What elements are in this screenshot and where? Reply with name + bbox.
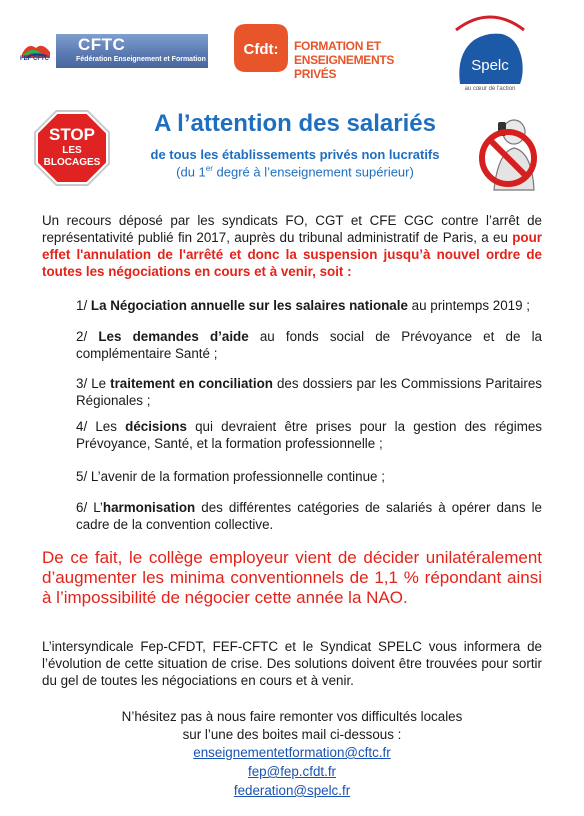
page-title: A l’attention des salariés (154, 110, 436, 137)
list-item: 1/ La Négociation annuelle sur les salaires nationale au printemps 2019 ; (76, 298, 531, 313)
email-row (42, 782, 542, 799)
no-phone-icon (468, 112, 548, 192)
list-item: 3/ Le traitement en conciliation des dossiers par les Commissions Paritaires Régionales ; (76, 376, 542, 408)
email-link-spelc[interactable]: federation@spelc.fr (233, 783, 351, 798)
spelc-logo (450, 10, 530, 96)
intro-paragraph: Un recours déposé par les syndicats FO, CGT et CFE CGC contre l’arrêt de représentativité publié fin 2017, auprès du tribunal administratif de Paris, a eu pour effet l'annulation de l'arrêté et donc la suspension jusqu’à nouvel ordre de toutes les négociations en cours et à venir, soit : (42, 213, 542, 279)
list-item: 6/ L’harmonisation des différentes catégories de salariés à opérer dans le cadre de la convention collective. (76, 500, 542, 532)
list-item: 5/ L’avenir de la formation professionnelle continue ; (76, 469, 385, 484)
alert-paragraph: De ce fait, le collège employeur vient de décider unilatéralement d’augmenter les minima conventionnels de 1,1 % répondant ainsi à l’impossibilité de négocier cette année la NAO. (42, 548, 542, 607)
stop-line3: BLOCAGES (43, 157, 101, 168)
cftc-small-label: FEF CFTC (20, 56, 49, 62)
email-link-cftc[interactable]: enseignementetformation@cftc.fr (193, 745, 391, 760)
outro-paragraph: L’intersyndicale Fep-CFDT, FEF-CFTC et le Syndicat SPELC vous informera de l’évolution de cette situation de crise. Des solutions doivent être trouvées pour sortir du gel de toutes les négociations en cours et à venir. (42, 639, 542, 688)
contact-line1: N’hésitez pas à nous faire remonter vos difficultés locales (121, 709, 463, 724)
spelc-emblem-icon (450, 10, 530, 86)
cftc-wordmark: CFTC (78, 35, 126, 54)
stop-line2: LES (62, 145, 82, 156)
list-item: 4/ Les décisions qui devraient être prises pour la gestion des régimes Prévoyance, Santé, et la formation professionnelle ; (76, 419, 542, 451)
cfdt-logo (232, 22, 412, 81)
page-subtitle: de tous les établissements privés non lucratifs (150, 147, 440, 162)
cfdt-line2: ENSEIGNEMENTS PRIVÉS (294, 53, 395, 81)
cftc-emblem-icon (20, 40, 52, 66)
cfdt-badge-icon (232, 22, 290, 74)
stop-line1: STOP (49, 125, 95, 144)
email-link-fep[interactable]: fep@fep.cfdt.fr (247, 764, 337, 779)
spelc-wordmark: Spelc (471, 57, 509, 74)
intro-highlight: pour effet l'annulation de l'arrêté et donc la suspension jusqu’à nouvel ordre de toutes les négociations en cours et à venir, soit : (42, 230, 542, 279)
email-row (42, 763, 542, 780)
cftc-logo (20, 34, 208, 68)
page-subtitle-degree: (du 1er degré à l’enseignement supérieur) (176, 164, 414, 180)
stop-sign-icon (32, 108, 112, 188)
cfdt-wordmark: Cfdt: (243, 41, 279, 58)
contact-line2: sur l’une des boites mail ci-dessous : (182, 727, 402, 742)
cftc-subtitle: Fédération Enseignement et Formation (76, 56, 206, 63)
cftc-banner (56, 34, 208, 68)
cfdt-line1: FORMATION ET (294, 39, 381, 53)
spelc-tagline: au cœur de l'action (464, 86, 516, 92)
email-row (42, 744, 542, 761)
list-item: 2/ Les demandes d’aide au fonds social de Prévoyance et de la complémentaire Santé ; (76, 329, 542, 361)
